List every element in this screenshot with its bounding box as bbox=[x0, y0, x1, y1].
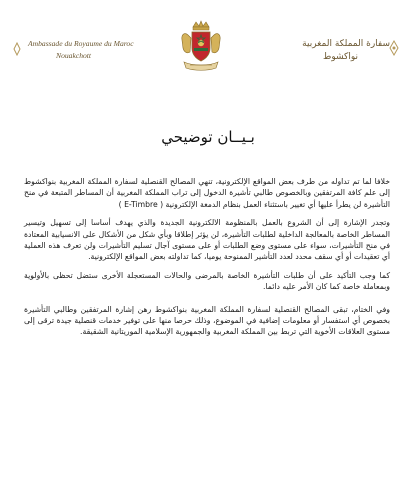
paragraph: كما وجب التأكيد على أن طلبات التأشيرة الخاصة بالمرضى والحالات المستعجلة الأخرى ستضل تحظى بالأولوية وبمعاملة خاصة كما كان الأمر عليه دائما. bbox=[24, 271, 390, 292]
decorative-mark-icon bbox=[388, 40, 400, 56]
morocco-coat-of-arms-icon bbox=[178, 18, 224, 74]
letterhead bbox=[0, 18, 416, 80]
paragraph: وفي الختام، تبقى المصالح القنصلية لسفارة المملكة المغربية بنواكشوط رهن إشارة المرتفقين وطالبي التأشيرة بخصوص أي استفسار أو معلومات إضافية في الموضوع، وذلك حرصا منها على توفير خدمات قنصلية جيدة ترقى إلى مستوى العلاقات الأخوية التي تربط بين المملكة المغربية والجمهورية الإسلامية الموريتانية الشقيقة. bbox=[24, 304, 390, 337]
letterhead-ar-line1: سفارة المملكة المغربية bbox=[302, 39, 390, 49]
page-title: بـيــان توضيحي bbox=[161, 128, 255, 146]
paragraph: خلافا لما تم تداوله من طرف بعض المواقع الإلكترونية، تنهي المصالح القنصلية لسفارة المملكة المغربية بنواكشوط إلى علم كافة المرتفقين وبالخصوص طالبي تأشيرة الدخول إلى تراب المملكة المغربية أن المساطر المتبعة في منح التأشيرة لن يطرأ عليها أي تغيير باستثناء العمل بنظام الدمغة الإلكترونية ( E-Timbre ) bbox=[24, 177, 390, 209]
decorative-mark-icon bbox=[12, 42, 22, 56]
document-body bbox=[24, 176, 390, 345]
letterhead-ar-line2: نواكشوط bbox=[323, 52, 358, 62]
letterhead-fr-line2: Nouakchott bbox=[56, 51, 92, 60]
letterhead-fr-line1: Ambassade du Royaume du Maroc bbox=[28, 39, 134, 48]
letterhead-french bbox=[28, 38, 168, 62]
paragraph: وتجدر الإشارة إلى أن الشروع بالعمل بالمنظومة الالكترونية الجديدة والذي يهدف أساسا إلى تسهيل وتيسير المساطر الخاصة بالمعالجة الداخلية لطلبات التأشيرة، لن يؤثر إطلاقا وبأي شكل من الأشكال على الانسيابية المعتادة في منح التأشيرات، سواء على مستوى وضع الطلبات أو على مستوى آجال تسليم التأشيرات ولن تعرف هذه العملية أي تعقيدات أو أي سقف محدد لعدد التأشير الممنوحة يوميا، كما تداولته بعض المواقع الإلكترونية. bbox=[24, 218, 390, 262]
letterhead-arabic bbox=[240, 38, 390, 64]
